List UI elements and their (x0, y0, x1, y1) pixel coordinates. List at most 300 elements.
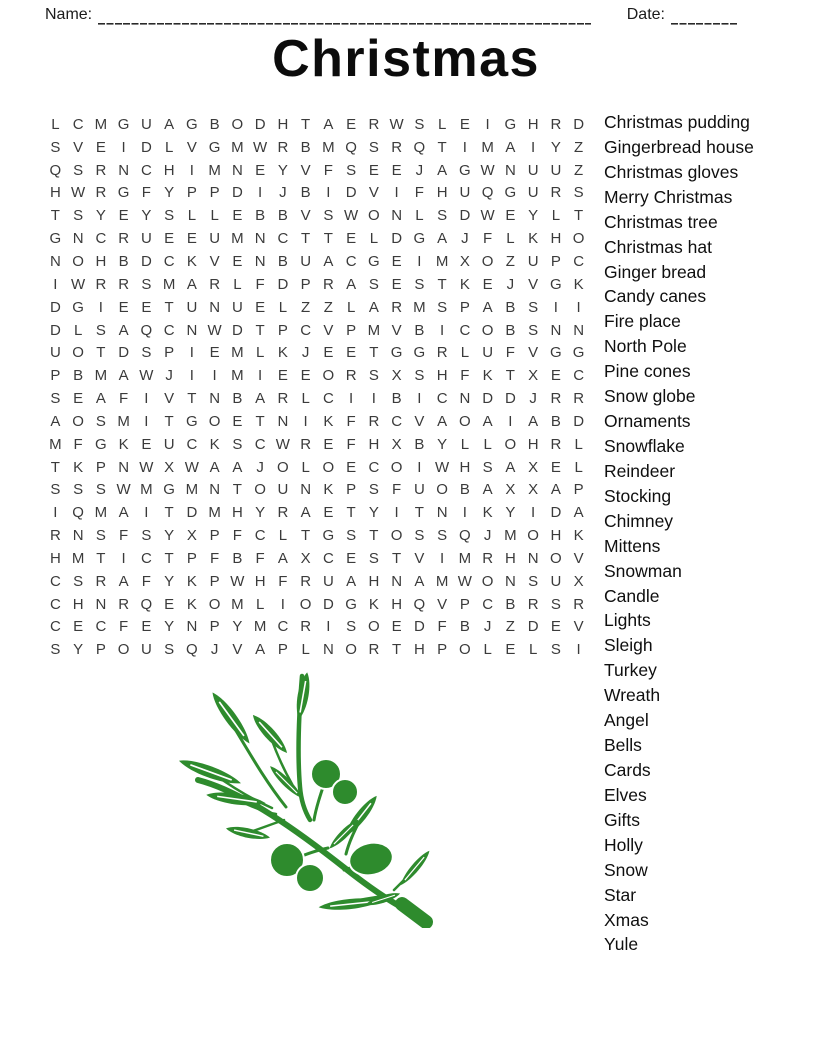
grid-letter: L (506, 230, 515, 248)
grid-letter: I (326, 618, 331, 636)
grid-letter: R (368, 641, 380, 659)
grid-letter: A (482, 298, 493, 316)
grid-letter: H (277, 115, 289, 133)
grid-letter: D (277, 275, 289, 293)
grid-letter: T (187, 390, 197, 408)
grid-letter: S (414, 275, 425, 293)
grid-letter: B (277, 207, 288, 225)
grid-letter: R (277, 138, 289, 156)
grid-letter: B (300, 138, 311, 156)
grid-letter: L (483, 435, 492, 453)
grid-letter: O (504, 435, 517, 453)
grid-letter: U (49, 344, 61, 362)
grid-letter: P (459, 595, 470, 613)
word-list-item: Pine cones (604, 361, 691, 382)
olive-fruit (332, 779, 358, 805)
grid-letter: V (391, 321, 402, 339)
grid-letter: M (367, 321, 381, 339)
grid-letter: L (301, 390, 310, 408)
grid-letter: T (301, 527, 311, 545)
grid-letter: L (255, 344, 265, 362)
grid-letter: Z (323, 298, 333, 316)
grid-letter: I (53, 504, 58, 522)
grid-letter: E (391, 252, 402, 270)
grid-letter: O (72, 344, 84, 362)
grid-letter: S (528, 321, 539, 339)
grid-letter: M (49, 435, 62, 453)
grid-letter: G (572, 344, 585, 362)
grid-letter: J (483, 618, 492, 636)
grid-letter: T (574, 207, 584, 225)
grid-letter: I (371, 390, 376, 408)
grid-letter: Y (164, 618, 175, 636)
grid-letter: X (528, 458, 539, 476)
grid-letter: F (392, 481, 402, 499)
grid-letter: R (345, 367, 357, 385)
grid-letter: B (118, 252, 129, 270)
grid-letter: E (346, 344, 357, 362)
grid-letter: R (573, 595, 585, 613)
grid-letter: A (573, 504, 584, 522)
grid-letter: N (527, 549, 539, 567)
grid-letter: A (95, 390, 106, 408)
grid-letter: I (462, 138, 467, 156)
grid-letter: G (345, 595, 357, 613)
grid-letter: M (435, 572, 449, 590)
grid-letter: C (368, 458, 380, 476)
grid-letter: F (255, 549, 265, 567)
grid-letter: G (186, 412, 198, 430)
grid-letter: V (300, 161, 311, 179)
grid-letter: C (140, 161, 152, 179)
grid-letter: L (51, 115, 60, 133)
grid-letter: H (49, 549, 61, 567)
grid-letter: E (346, 230, 357, 248)
grid-letter: J (165, 367, 173, 385)
grid-letter: T (369, 527, 379, 545)
grid-letter: A (437, 412, 448, 430)
grid-letter: C (345, 252, 357, 270)
grid-letter: J (506, 275, 515, 293)
grid-letter: U (527, 184, 539, 202)
grid-letter: T (346, 504, 356, 522)
grid-letter: T (323, 230, 333, 248)
word-list-item: Christmas pudding (604, 112, 750, 132)
grid-letter: S (73, 207, 84, 225)
grid-letter: J (256, 458, 264, 476)
grid-letter: S (95, 527, 106, 545)
grid-letter: K (573, 275, 584, 293)
grid-letter: O (481, 321, 494, 339)
grid-letter: C (95, 618, 107, 636)
grid-letter: P (209, 527, 220, 545)
grid-letter: D (186, 504, 198, 522)
grid-letter: G (504, 184, 517, 202)
grid-letter: S (141, 527, 152, 545)
grid-letter: W (230, 572, 245, 590)
grid-letter: Q (413, 138, 426, 156)
grid-letter: V (164, 390, 175, 408)
grid-letter: L (346, 298, 356, 316)
grid-letter: I (417, 252, 422, 270)
grid-letter: O (527, 527, 539, 545)
grid-letter: W (116, 481, 131, 499)
grid-letter: L (460, 435, 470, 453)
grid-letter: U (209, 230, 221, 248)
grid-letter: J (461, 230, 469, 248)
grid-letter: X (391, 435, 402, 453)
grid-letter: X (186, 527, 197, 545)
olive-branch-illustration (174, 662, 440, 928)
grid-letter: H (231, 504, 243, 522)
grid-letter: D (254, 115, 266, 133)
grid-letter: Y (550, 138, 561, 156)
grid-letter: N (391, 572, 403, 590)
grid-letter: O (550, 549, 562, 567)
grid-letter: I (485, 115, 490, 133)
grid-letter: K (323, 481, 334, 499)
word-list-item: Ornaments (604, 411, 691, 432)
grid-letter: D (49, 298, 61, 316)
grid-letter: D (140, 252, 152, 270)
grid-letter: K (323, 412, 334, 430)
grid-letter: L (528, 641, 538, 659)
grid-letter: O (254, 481, 266, 499)
grid-letter: Y (95, 207, 106, 225)
grid-letter: C (163, 252, 175, 270)
grid-letter: P (186, 549, 197, 567)
grid-letter: V (414, 549, 425, 567)
grid-letter: T (301, 115, 311, 133)
grid-letter: W (389, 115, 404, 133)
grid-letter: O (572, 230, 585, 248)
grid-letter: M (94, 115, 108, 133)
grid-letter: F (73, 435, 83, 453)
word-list-item: Christmas hat (604, 236, 712, 257)
grid-letter: A (482, 412, 493, 430)
grid-letter: T (437, 138, 447, 156)
word-list-item: Candy canes (604, 286, 707, 307)
grid-letter: N (504, 161, 516, 179)
word-list-item: Holly (604, 834, 643, 855)
grid-letter: E (391, 275, 402, 293)
grid-letter: E (346, 458, 357, 476)
grid-letter: C (459, 321, 471, 339)
grid-letter: L (301, 641, 310, 659)
grid-letter: N (186, 618, 198, 636)
grid-letter: I (144, 390, 149, 408)
grid-letter: S (414, 367, 425, 385)
grid-letter: E (73, 390, 84, 408)
grid-letter: E (505, 207, 516, 225)
grid-letter: G (368, 252, 380, 270)
grid-letter: K (186, 595, 197, 613)
grid-letter: I (144, 412, 149, 430)
grid-letter: I (189, 367, 194, 385)
grid-letter: V (186, 138, 197, 156)
grid-letter: O (72, 412, 84, 430)
grid-letter: N (72, 230, 84, 248)
grid-letter: G (117, 184, 130, 202)
grid-letter: B (277, 252, 288, 270)
grid-letter: S (346, 527, 357, 545)
grid-letter: R (527, 595, 539, 613)
grid-letter: I (258, 367, 263, 385)
grid-letter: G (413, 230, 426, 248)
grid-letter: M (140, 481, 153, 499)
word-list-item: Star (604, 884, 637, 905)
grid-letter: I (212, 367, 217, 385)
grid-letter: A (414, 572, 425, 590)
grid-letter: E (141, 435, 152, 453)
grid-letter: G (163, 481, 175, 499)
grid-letter: R (368, 412, 380, 430)
word-list-item: Ginger bread (604, 261, 707, 282)
grid-letter: N (95, 595, 107, 613)
grid-letter: A (505, 138, 516, 156)
grid-letter: R (322, 275, 334, 293)
grid-letter: R (300, 618, 312, 636)
grid-letter: N (209, 481, 221, 499)
grid-letter: S (95, 412, 106, 430)
grid-letter: K (573, 527, 584, 545)
grid-letter: C (140, 549, 152, 567)
grid-letter: Q (140, 595, 153, 613)
grid-letter: F (141, 572, 151, 590)
grid-letter: H (368, 572, 380, 590)
grid-letter: E (346, 549, 357, 567)
grid-letter: V (573, 549, 584, 567)
grid-letter: R (95, 184, 107, 202)
grid-letter: O (436, 481, 448, 499)
grid-letter: F (483, 230, 493, 248)
grid-letter: L (574, 458, 583, 476)
grid-letter: U (163, 435, 175, 453)
grid-letter: C (163, 321, 175, 339)
grid-letter: R (118, 230, 130, 248)
grid-letter: V (528, 275, 539, 293)
grid-letter: R (391, 298, 403, 316)
word-list-item: Merry Christmas (604, 186, 733, 207)
grid-letter: M (94, 367, 108, 385)
grid-letter: E (164, 595, 175, 613)
grid-letter: Q (481, 184, 494, 202)
grid-letter: B (505, 298, 516, 316)
grid-letter: N (209, 298, 221, 316)
grid-letter: G (322, 527, 335, 545)
grid-letter: N (322, 641, 334, 659)
grid-letter: Y (437, 435, 448, 453)
grid-letter: E (391, 161, 402, 179)
grid-letter: E (459, 115, 470, 133)
grid-letter: G (186, 115, 198, 133)
grid-letter: R (49, 527, 61, 545)
grid-letter: W (480, 207, 495, 225)
grid-letter: H (504, 549, 516, 567)
grid-letter: E (323, 344, 334, 362)
grid-letter: A (528, 412, 539, 430)
grid-letter: P (209, 572, 220, 590)
grid-letter: N (231, 161, 243, 179)
grid-letter: W (480, 161, 495, 179)
grid-letter: L (369, 230, 379, 248)
grid-letter: A (482, 481, 493, 499)
grid-letter: S (50, 481, 61, 499)
grid-letter: M (504, 527, 517, 545)
grid-letter: B (505, 595, 516, 613)
grid-letter: E (73, 618, 84, 636)
grid-letter: E (391, 618, 402, 636)
grid-letter: Q (140, 321, 153, 339)
grid-letter: L (483, 641, 492, 659)
grid-letter: H (436, 367, 448, 385)
grid-letter: S (232, 435, 243, 453)
word-list-item: Angel (604, 710, 649, 731)
grid-letter: R (550, 115, 562, 133)
grid-letter: N (254, 252, 266, 270)
word-list-item: Snowman (604, 560, 682, 581)
grid-letter: T (301, 230, 311, 248)
grid-letter: W (435, 458, 450, 476)
grid-letter: Y (164, 184, 175, 202)
grid-letter: D (322, 595, 334, 613)
grid-letter: S (482, 458, 493, 476)
grid-letter: R (391, 138, 403, 156)
grid-letter: H (527, 435, 539, 453)
grid-letter: O (481, 572, 494, 590)
grid-letter: S (141, 344, 152, 362)
grid-letter: F (210, 549, 220, 567)
grid-letter: X (300, 549, 311, 567)
grid-letter: G (117, 115, 130, 133)
grid-letter: R (436, 344, 448, 362)
grid-letter: O (72, 252, 84, 270)
grid-letter: O (390, 527, 403, 545)
grid-letter: S (346, 618, 357, 636)
grid-letter: E (300, 367, 311, 385)
grid-letter: I (417, 390, 422, 408)
grid-letter: U (231, 298, 243, 316)
grid-letter: F (232, 527, 242, 545)
grid-letter: N (118, 161, 130, 179)
grid-letter: I (576, 641, 581, 659)
grid-letter: S (550, 641, 561, 659)
grid-letter: C (436, 390, 448, 408)
grid-letter: O (117, 641, 130, 659)
grid-letter: I (508, 412, 513, 430)
grid-letter: P (437, 641, 448, 659)
grid-letter: O (299, 595, 312, 613)
grid-letter: A (300, 504, 311, 522)
grid-letter: C (300, 321, 312, 339)
grid-letter: S (164, 207, 175, 225)
grid-letter: C (573, 367, 585, 385)
grid-letter: C (49, 618, 61, 636)
grid-letter: U (413, 481, 425, 499)
grid-letter: U (140, 115, 152, 133)
grid-letter: F (505, 344, 515, 362)
word-list-item: Xmas (604, 909, 649, 930)
grid-letter: E (255, 161, 266, 179)
grid-letter: K (73, 458, 84, 476)
grid-letter: D (231, 321, 243, 339)
grid-letter: F (346, 435, 356, 453)
grid-letter: N (436, 504, 448, 522)
grid-letter: H (550, 230, 562, 248)
grid-letter: D (231, 184, 243, 202)
grid-letter: T (255, 321, 265, 339)
grid-letter: L (255, 595, 265, 613)
grid-letter: S (368, 138, 379, 156)
grid-letter: D (140, 138, 152, 156)
grid-letter: F (437, 618, 447, 636)
grid-letter: W (344, 207, 359, 225)
grid-letter: P (164, 344, 175, 362)
grid-letter: T (164, 412, 174, 430)
grid-letter: D (413, 618, 425, 636)
grid-letter: N (300, 481, 312, 499)
word-list (604, 110, 804, 957)
grid-letter: C (482, 595, 494, 613)
grid-letter: I (98, 298, 103, 316)
grid-letter: B (414, 321, 425, 339)
word-list-item: Christmas gloves (604, 161, 739, 182)
grid-letter: U (322, 572, 334, 590)
grid-letter: S (73, 481, 84, 499)
olive-fruit (296, 864, 324, 892)
grid-letter: B (391, 390, 402, 408)
grid-letter: C (573, 252, 585, 270)
grid-letter: N (459, 390, 471, 408)
header (45, 5, 737, 25)
grid-letter: J (415, 161, 424, 179)
grid-letter: A (209, 458, 220, 476)
grid-letter: T (392, 549, 402, 567)
grid-letter: E (482, 275, 493, 293)
grid-letter: P (95, 641, 106, 659)
grid-letter: D (118, 344, 130, 362)
grid-letter: L (278, 298, 288, 316)
grid-letter: K (118, 435, 129, 453)
grid-letter: R (300, 435, 312, 453)
grid-letter: A (118, 321, 129, 339)
grid-letter: R (550, 435, 562, 453)
grid-letter: S (164, 641, 175, 659)
grid-letter: O (459, 641, 471, 659)
grid-letter: S (528, 572, 539, 590)
grid-letter: P (346, 321, 357, 339)
grid-letter: C (277, 618, 289, 636)
grid-letter: D (459, 207, 471, 225)
grid-letter: O (208, 412, 221, 430)
puzzle-title: Christmas (272, 30, 540, 88)
grid-letter: I (189, 344, 194, 362)
grid-letter: A (505, 458, 516, 476)
grid-letter: I (303, 412, 308, 430)
grid-letter: T (50, 207, 60, 225)
grid-letter: J (301, 344, 310, 362)
grid-letter: I (417, 458, 422, 476)
grid-letter: D (527, 618, 539, 636)
grid-letter: K (528, 230, 539, 248)
grid-letter: N (254, 230, 266, 248)
grid-letter: D (345, 184, 357, 202)
grid-letter: C (95, 230, 107, 248)
grid-letter: K (368, 595, 379, 613)
grid-letter: Z (505, 252, 515, 270)
grid-letter: I (576, 298, 581, 316)
grid-letter: I (121, 138, 126, 156)
